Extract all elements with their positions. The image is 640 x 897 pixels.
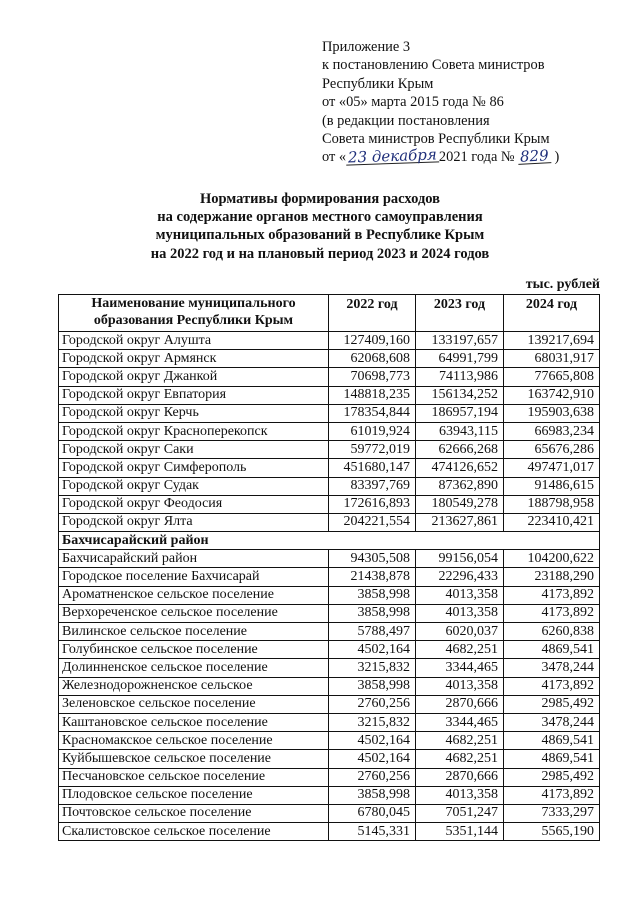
value-2022-cell: 4502,164 xyxy=(329,641,416,659)
value-2024-cell: 3478,244 xyxy=(504,659,600,677)
value-2023-cell: 474126,652 xyxy=(416,459,504,477)
municipality-cell: Вилинское сельское поселение xyxy=(59,623,329,641)
value-2022-cell: 4502,164 xyxy=(329,750,416,768)
value-2023-cell: 99156,054 xyxy=(416,550,504,568)
appendix-header xyxy=(322,38,622,167)
value-2023-cell: 63943,115 xyxy=(416,422,504,440)
table-row xyxy=(59,441,600,459)
value-2024-cell: 4173,892 xyxy=(504,586,600,604)
value-2022-cell: 6780,045 xyxy=(329,804,416,822)
units-label: тыс. рублей xyxy=(525,277,600,292)
document-title xyxy=(0,190,640,263)
value-2024-cell: 23188,290 xyxy=(504,568,600,586)
value-2022-cell: 3215,832 xyxy=(329,713,416,731)
value-2024-cell: 2985,492 xyxy=(504,695,600,713)
municipality-cell: Голубинское сельское поселение xyxy=(59,641,329,659)
title-line: на содержание органов местного самоуправления xyxy=(157,209,483,226)
table-row xyxy=(59,513,600,531)
value-2023-cell: 180549,278 xyxy=(416,495,504,513)
value-2023-cell: 87362,890 xyxy=(416,477,504,495)
value-2023-cell: 213627,861 xyxy=(416,513,504,531)
value-2024-cell: 163742,910 xyxy=(504,386,600,404)
title-line: Нормативы формирования расходов xyxy=(200,191,440,207)
value-2022-cell: 204221,554 xyxy=(329,513,416,531)
municipality-cell: Плодовское сельское поселение xyxy=(59,786,329,804)
value-2023-cell: 4013,358 xyxy=(416,604,504,622)
table-body xyxy=(59,332,600,841)
municipality-cell: Городской округ Симферополь xyxy=(59,459,329,477)
value-2023-cell: 64991,799 xyxy=(416,350,504,368)
municipality-cell: Городской округ Керчь xyxy=(59,404,329,422)
table-row xyxy=(59,586,600,604)
appendix-amendment-line xyxy=(322,145,622,167)
municipality-cell: Куйбышевское сельское поселение xyxy=(59,750,329,768)
amendment-middle: 2021 года № xyxy=(438,149,515,166)
value-2023-cell: 133197,657 xyxy=(416,332,504,350)
header-2024: 2024 год xyxy=(504,295,600,332)
value-2022-cell: 62068,608 xyxy=(329,350,416,368)
appendix-line: Приложение 3 xyxy=(322,39,411,55)
section-row xyxy=(59,532,600,550)
table-row xyxy=(59,786,600,804)
title-line: муниципальных образований в Республике Крым xyxy=(155,227,485,244)
value-2023-cell: 62666,268 xyxy=(416,441,504,459)
value-2022-cell: 61019,924 xyxy=(329,422,416,440)
header-2023: 2023 год xyxy=(416,295,504,332)
value-2022-cell: 178354,844 xyxy=(329,404,416,422)
handwritten-number: 829 xyxy=(519,146,550,167)
value-2024-cell: 3478,244 xyxy=(504,713,600,731)
expenditure-table xyxy=(58,294,600,841)
appendix-line: Совета министров Республики Крым xyxy=(322,131,550,148)
value-2023-cell: 22296,433 xyxy=(416,568,504,586)
value-2022-cell: 4502,164 xyxy=(329,732,416,750)
municipality-cell: Скалистовское сельское поселение xyxy=(59,823,329,841)
municipality-cell: Городской округ Ялта xyxy=(59,513,329,531)
value-2024-cell: 497471,017 xyxy=(504,459,600,477)
value-2022-cell: 83397,769 xyxy=(329,477,416,495)
value-2024-cell: 188798,958 xyxy=(504,495,600,513)
value-2024-cell: 4869,541 xyxy=(504,641,600,659)
table-row xyxy=(59,768,600,786)
table-row xyxy=(59,623,600,641)
municipality-cell: Бахчисарайский район xyxy=(59,550,329,568)
value-2024-cell: 4173,892 xyxy=(504,786,600,804)
value-2022-cell: 70698,773 xyxy=(329,368,416,386)
value-2022-cell: 21438,878 xyxy=(329,568,416,586)
value-2024-cell: 5565,190 xyxy=(504,823,600,841)
section-title: Бахчисарайский район xyxy=(59,532,600,550)
value-2022-cell: 451680,147 xyxy=(329,459,416,477)
value-2023-cell: 7051,247 xyxy=(416,804,504,822)
value-2022-cell: 148818,235 xyxy=(329,386,416,404)
value-2023-cell: 4013,358 xyxy=(416,786,504,804)
value-2024-cell: 91486,615 xyxy=(504,477,600,495)
value-2023-cell: 4682,251 xyxy=(416,641,504,659)
table-row xyxy=(59,804,600,822)
table-header-row xyxy=(59,295,600,332)
municipality-cell: Городской округ Феодосия xyxy=(59,495,329,513)
table-row xyxy=(59,350,600,368)
municipality-cell: Верхореченское сельское поселение xyxy=(59,604,329,622)
appendix-line: (в редакции постановления xyxy=(322,112,490,129)
value-2024-cell: 7333,297 xyxy=(504,804,600,822)
amendment-prefix: от « xyxy=(322,149,347,166)
value-2023-cell: 2870,666 xyxy=(416,768,504,786)
table-row xyxy=(59,604,600,622)
value-2023-cell: 6020,037 xyxy=(416,623,504,641)
value-2024-cell: 4173,892 xyxy=(504,604,600,622)
value-2024-cell: 65676,286 xyxy=(504,441,600,459)
appendix-line: Республики Крым xyxy=(322,75,434,92)
table-row xyxy=(59,568,600,586)
table-row xyxy=(59,495,600,513)
value-2022-cell: 5145,331 xyxy=(329,823,416,841)
amendment-suffix: ) xyxy=(554,149,560,166)
table-row xyxy=(59,823,600,841)
municipality-cell: Городской округ Алушта xyxy=(59,332,329,350)
value-2024-cell: 139217,694 xyxy=(504,332,600,350)
title-line: на 2022 год и на плановый период 2023 и 2024 годов xyxy=(150,245,490,262)
value-2023-cell: 4013,358 xyxy=(416,677,504,695)
header-2022: 2022 год xyxy=(329,295,416,332)
value-2022-cell: 172616,893 xyxy=(329,495,416,513)
value-2023-cell: 3344,465 xyxy=(416,713,504,731)
table-row xyxy=(59,404,600,422)
table-row xyxy=(59,332,600,350)
appendix-line: к постановлению Совета министров xyxy=(322,57,545,74)
value-2022-cell: 2760,256 xyxy=(329,768,416,786)
municipality-cell: Зеленовское сельское поселение xyxy=(59,695,329,713)
municipality-cell: Ароматненское сельское поселение xyxy=(59,586,329,604)
value-2024-cell: 66983,234 xyxy=(504,422,600,440)
municipality-cell: Каштановское сельское поселение xyxy=(59,713,329,731)
value-2022-cell: 3858,998 xyxy=(329,786,416,804)
value-2022-cell: 5788,497 xyxy=(329,623,416,641)
value-2022-cell: 127409,160 xyxy=(329,332,416,350)
value-2024-cell: 195903,638 xyxy=(504,404,600,422)
value-2024-cell: 4869,541 xyxy=(504,750,600,768)
value-2022-cell: 3858,998 xyxy=(329,604,416,622)
appendix-line: от «05» марта 2015 года № 86 xyxy=(322,94,504,111)
value-2023-cell: 2870,666 xyxy=(416,695,504,713)
handwritten-date: 23 декабря xyxy=(347,145,438,167)
value-2024-cell: 4869,541 xyxy=(504,732,600,750)
value-2022-cell: 59772,019 xyxy=(329,441,416,459)
table-row xyxy=(59,659,600,677)
municipality-cell: Железнодорожненское сельское xyxy=(59,677,329,695)
value-2022-cell: 3215,832 xyxy=(329,659,416,677)
value-2024-cell: 104200,622 xyxy=(504,550,600,568)
value-2023-cell: 156134,252 xyxy=(416,386,504,404)
value-2022-cell: 2760,256 xyxy=(329,695,416,713)
value-2024-cell: 223410,421 xyxy=(504,513,600,531)
municipality-cell: Красномакское сельское поселение xyxy=(59,732,329,750)
header-municipality: Наименование муниципального образования Республики Крым xyxy=(59,295,329,332)
value-2022-cell: 3858,998 xyxy=(329,586,416,604)
value-2023-cell: 5351,144 xyxy=(416,823,504,841)
municipality-cell: Городское поселение Бахчисарай xyxy=(59,568,329,586)
municipality-cell: Городской округ Саки xyxy=(59,441,329,459)
table-row xyxy=(59,550,600,568)
municipality-cell: Почтовское сельское поселение xyxy=(59,804,329,822)
municipality-cell: Песчановское сельское поселение xyxy=(59,768,329,786)
value-2022-cell: 94305,508 xyxy=(329,550,416,568)
value-2024-cell: 77665,808 xyxy=(504,368,600,386)
municipality-cell: Городской округ Судак xyxy=(59,477,329,495)
value-2024-cell: 6260,838 xyxy=(504,623,600,641)
value-2024-cell: 68031,917 xyxy=(504,350,600,368)
value-2023-cell: 74113,986 xyxy=(416,368,504,386)
table-row xyxy=(59,422,600,440)
table-row xyxy=(59,641,600,659)
municipality-cell: Городской округ Армянск xyxy=(59,350,329,368)
municipality-cell: Городской округ Джанкой xyxy=(59,368,329,386)
table-row xyxy=(59,677,600,695)
municipality-cell: Городской округ Евпатория xyxy=(59,386,329,404)
municipality-cell: Долинненское сельское поселение xyxy=(59,659,329,677)
value-2024-cell: 4173,892 xyxy=(504,677,600,695)
value-2023-cell: 186957,194 xyxy=(416,404,504,422)
value-2023-cell: 4682,251 xyxy=(416,750,504,768)
value-2024-cell: 2985,492 xyxy=(504,768,600,786)
value-2023-cell: 3344,465 xyxy=(416,659,504,677)
table-row xyxy=(59,386,600,404)
value-2023-cell: 4682,251 xyxy=(416,732,504,750)
table-row xyxy=(59,368,600,386)
table-row xyxy=(59,713,600,731)
table-row xyxy=(59,750,600,768)
value-2022-cell: 3858,998 xyxy=(329,677,416,695)
municipality-cell: Городской округ Красноперекопск xyxy=(59,422,329,440)
table-row xyxy=(59,477,600,495)
table-row xyxy=(59,695,600,713)
value-2023-cell: 4013,358 xyxy=(416,586,504,604)
table-row xyxy=(59,732,600,750)
table-row xyxy=(59,459,600,477)
